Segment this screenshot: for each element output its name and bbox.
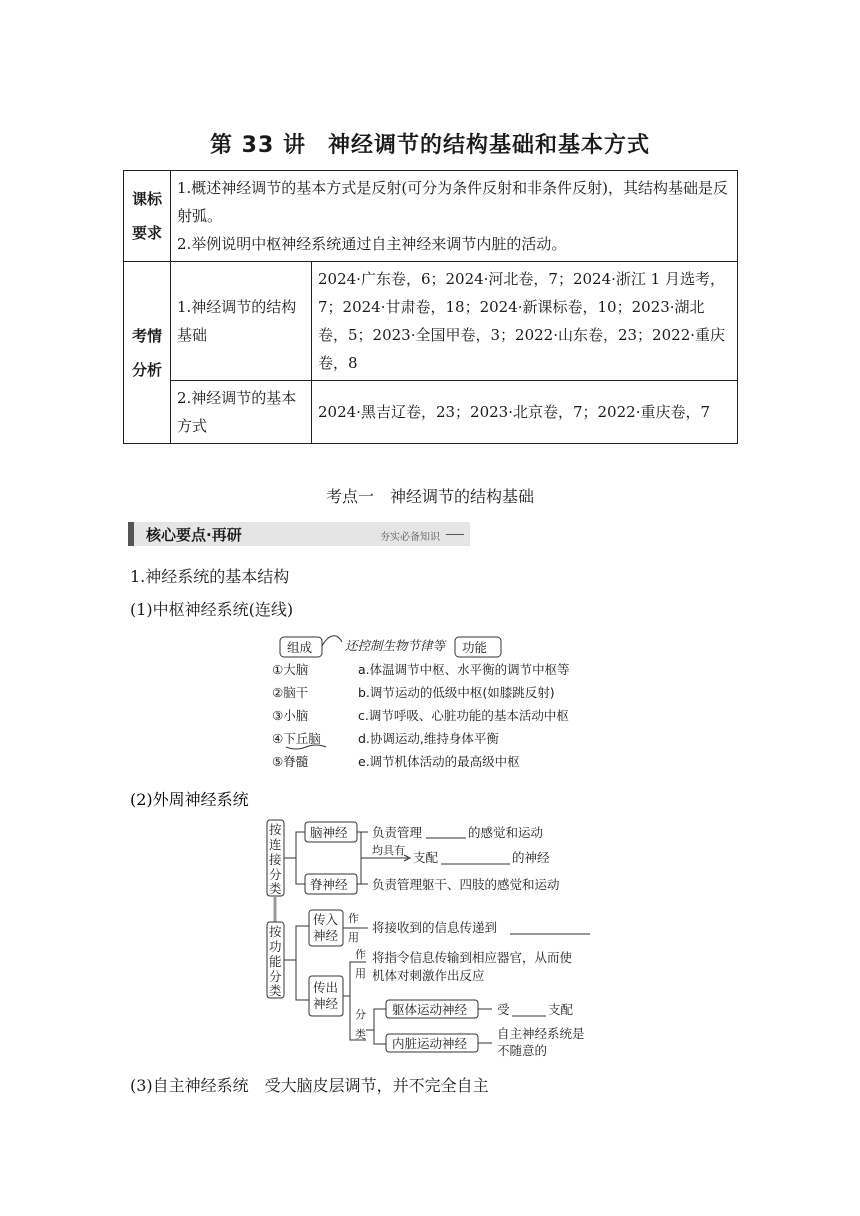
req-header: 课标 要求: [124, 171, 171, 262]
heading-pns: (2)外周神经系统: [130, 790, 249, 809]
function-b: b.调节运动的低级中枢(如膝跳反射): [358, 685, 555, 700]
spinal-nerve: 脊神经: [310, 877, 348, 892]
function-d: d.协调运动,维持身体平衡: [358, 731, 499, 746]
action-label: 用: [355, 967, 366, 980]
action-label: 作: [348, 912, 359, 925]
page-title: 第 33 讲 神经调节的结构基础和基本方式: [210, 133, 650, 158]
somatic-text-b: 支配: [548, 1002, 574, 1017]
brain-nerve: 脑神经: [310, 825, 348, 840]
control-text-a: 支配: [413, 850, 439, 865]
function-a: a.体温调节中枢、水平衡的调节中枢等: [358, 662, 570, 677]
by-function-label: 按: [269, 924, 282, 939]
action-label: 用: [348, 931, 359, 944]
spinal-nerve-text: 负责管理躯干、四肢的感觉和运动: [372, 877, 560, 892]
somatic: 躯体运动神经: [392, 1002, 468, 1017]
analysis-topic: 1.神经调节的结构基础: [171, 262, 312, 381]
action-label: 作: [355, 948, 366, 961]
by-connection-label: 按: [269, 822, 282, 837]
heading-cns: (1)中枢神经系统(连线): [130, 600, 294, 619]
component-4: ④下丘脑: [272, 731, 321, 746]
analysis-sources: 2024·黑吉辽卷，23；2023·北京卷，7；2022·重庆卷，7: [312, 381, 738, 444]
cns-left-header: 组成: [287, 640, 313, 655]
analysis-header: 考情 分析: [124, 262, 171, 444]
efferent-label: 神经: [313, 996, 339, 1011]
by-connection-label: 分: [269, 867, 282, 882]
visceral-text-2: 不随意的: [497, 1043, 548, 1058]
control-text-b: 的神经: [512, 850, 550, 865]
brain-nerve-text-b: 的感觉和运动: [468, 825, 544, 840]
by-connection-label: 类: [269, 881, 282, 896]
banner-tag: 夯实必备知识: [380, 532, 440, 543]
by-function-label: 类: [269, 983, 282, 998]
component-3: ③小脑: [272, 708, 309, 723]
efferent-label: 传出: [313, 980, 339, 995]
component-5: ⑤脊髓: [272, 754, 309, 769]
analysis-topic: 2.神经调节的基本方式: [171, 381, 312, 444]
efferent-text-1: 将指令信息传输到相应器官，从而使: [372, 950, 573, 965]
component-2: ②脑干: [272, 685, 309, 700]
classify-label: 类: [355, 1028, 366, 1041]
afferent-label: 神经: [313, 928, 339, 943]
by-connection-label: 接: [269, 852, 282, 867]
visceral-text-1: 自主神经系统是: [497, 1026, 585, 1041]
function-c: c.调节呼吸、心脏功能的基本活动中枢: [358, 708, 569, 723]
by-function-label: 分: [269, 969, 282, 984]
section-title: 考点一 神经调节的结构基础: [325, 487, 534, 506]
cns-right-header: 功能: [462, 640, 488, 655]
heading-ans: (3)自主神经系统 受大脑皮层调节，并不完全自主: [130, 1076, 489, 1095]
handwritten-note: 还控制生物节律等: [345, 638, 446, 653]
heading-basic-structure: 1.神经系统的基本结构: [130, 567, 290, 586]
function-e: e.调节机体活动的最高级中枢: [358, 754, 520, 769]
banner-heading: 核心要点·再研: [146, 526, 242, 544]
afferent-label: 传入: [313, 912, 339, 927]
somatic-text-a: 受: [497, 1002, 510, 1017]
by-function-label: 能: [269, 954, 282, 969]
by-function-label: 功: [269, 939, 282, 954]
classify-label: 分: [355, 1008, 366, 1021]
brain-nerve-text-a: 负责管理: [372, 825, 423, 840]
visceral: 内脏运动神经: [392, 1036, 468, 1051]
both-have: 均具有: [372, 844, 405, 857]
by-connection-label: 连: [269, 837, 282, 852]
req-content: 1.概述神经调节的基本方式是反射(可分为条件反射和非条件反射)，其结构基础是反射弧。 2.举例说明中枢神经系统通过自主神经来调节内脏的活动。: [171, 171, 738, 262]
note-arrow: [322, 636, 342, 646]
analysis-sources: 2024·广东卷，6；2024·河北卷，7；2024·浙江 1 月选考，7；2024·甘肃卷，18；2024·新课标卷，10；2023·湖北卷，5；2023·全国甲卷，3；2022·山东卷，23；2022·重庆卷，8: [312, 262, 738, 381]
efferent-text-2: 机体对刺激作出反应: [372, 968, 485, 983]
component-1: ①大脑: [272, 662, 309, 677]
afferent-text: 将接收到的信息传递到: [372, 920, 498, 935]
